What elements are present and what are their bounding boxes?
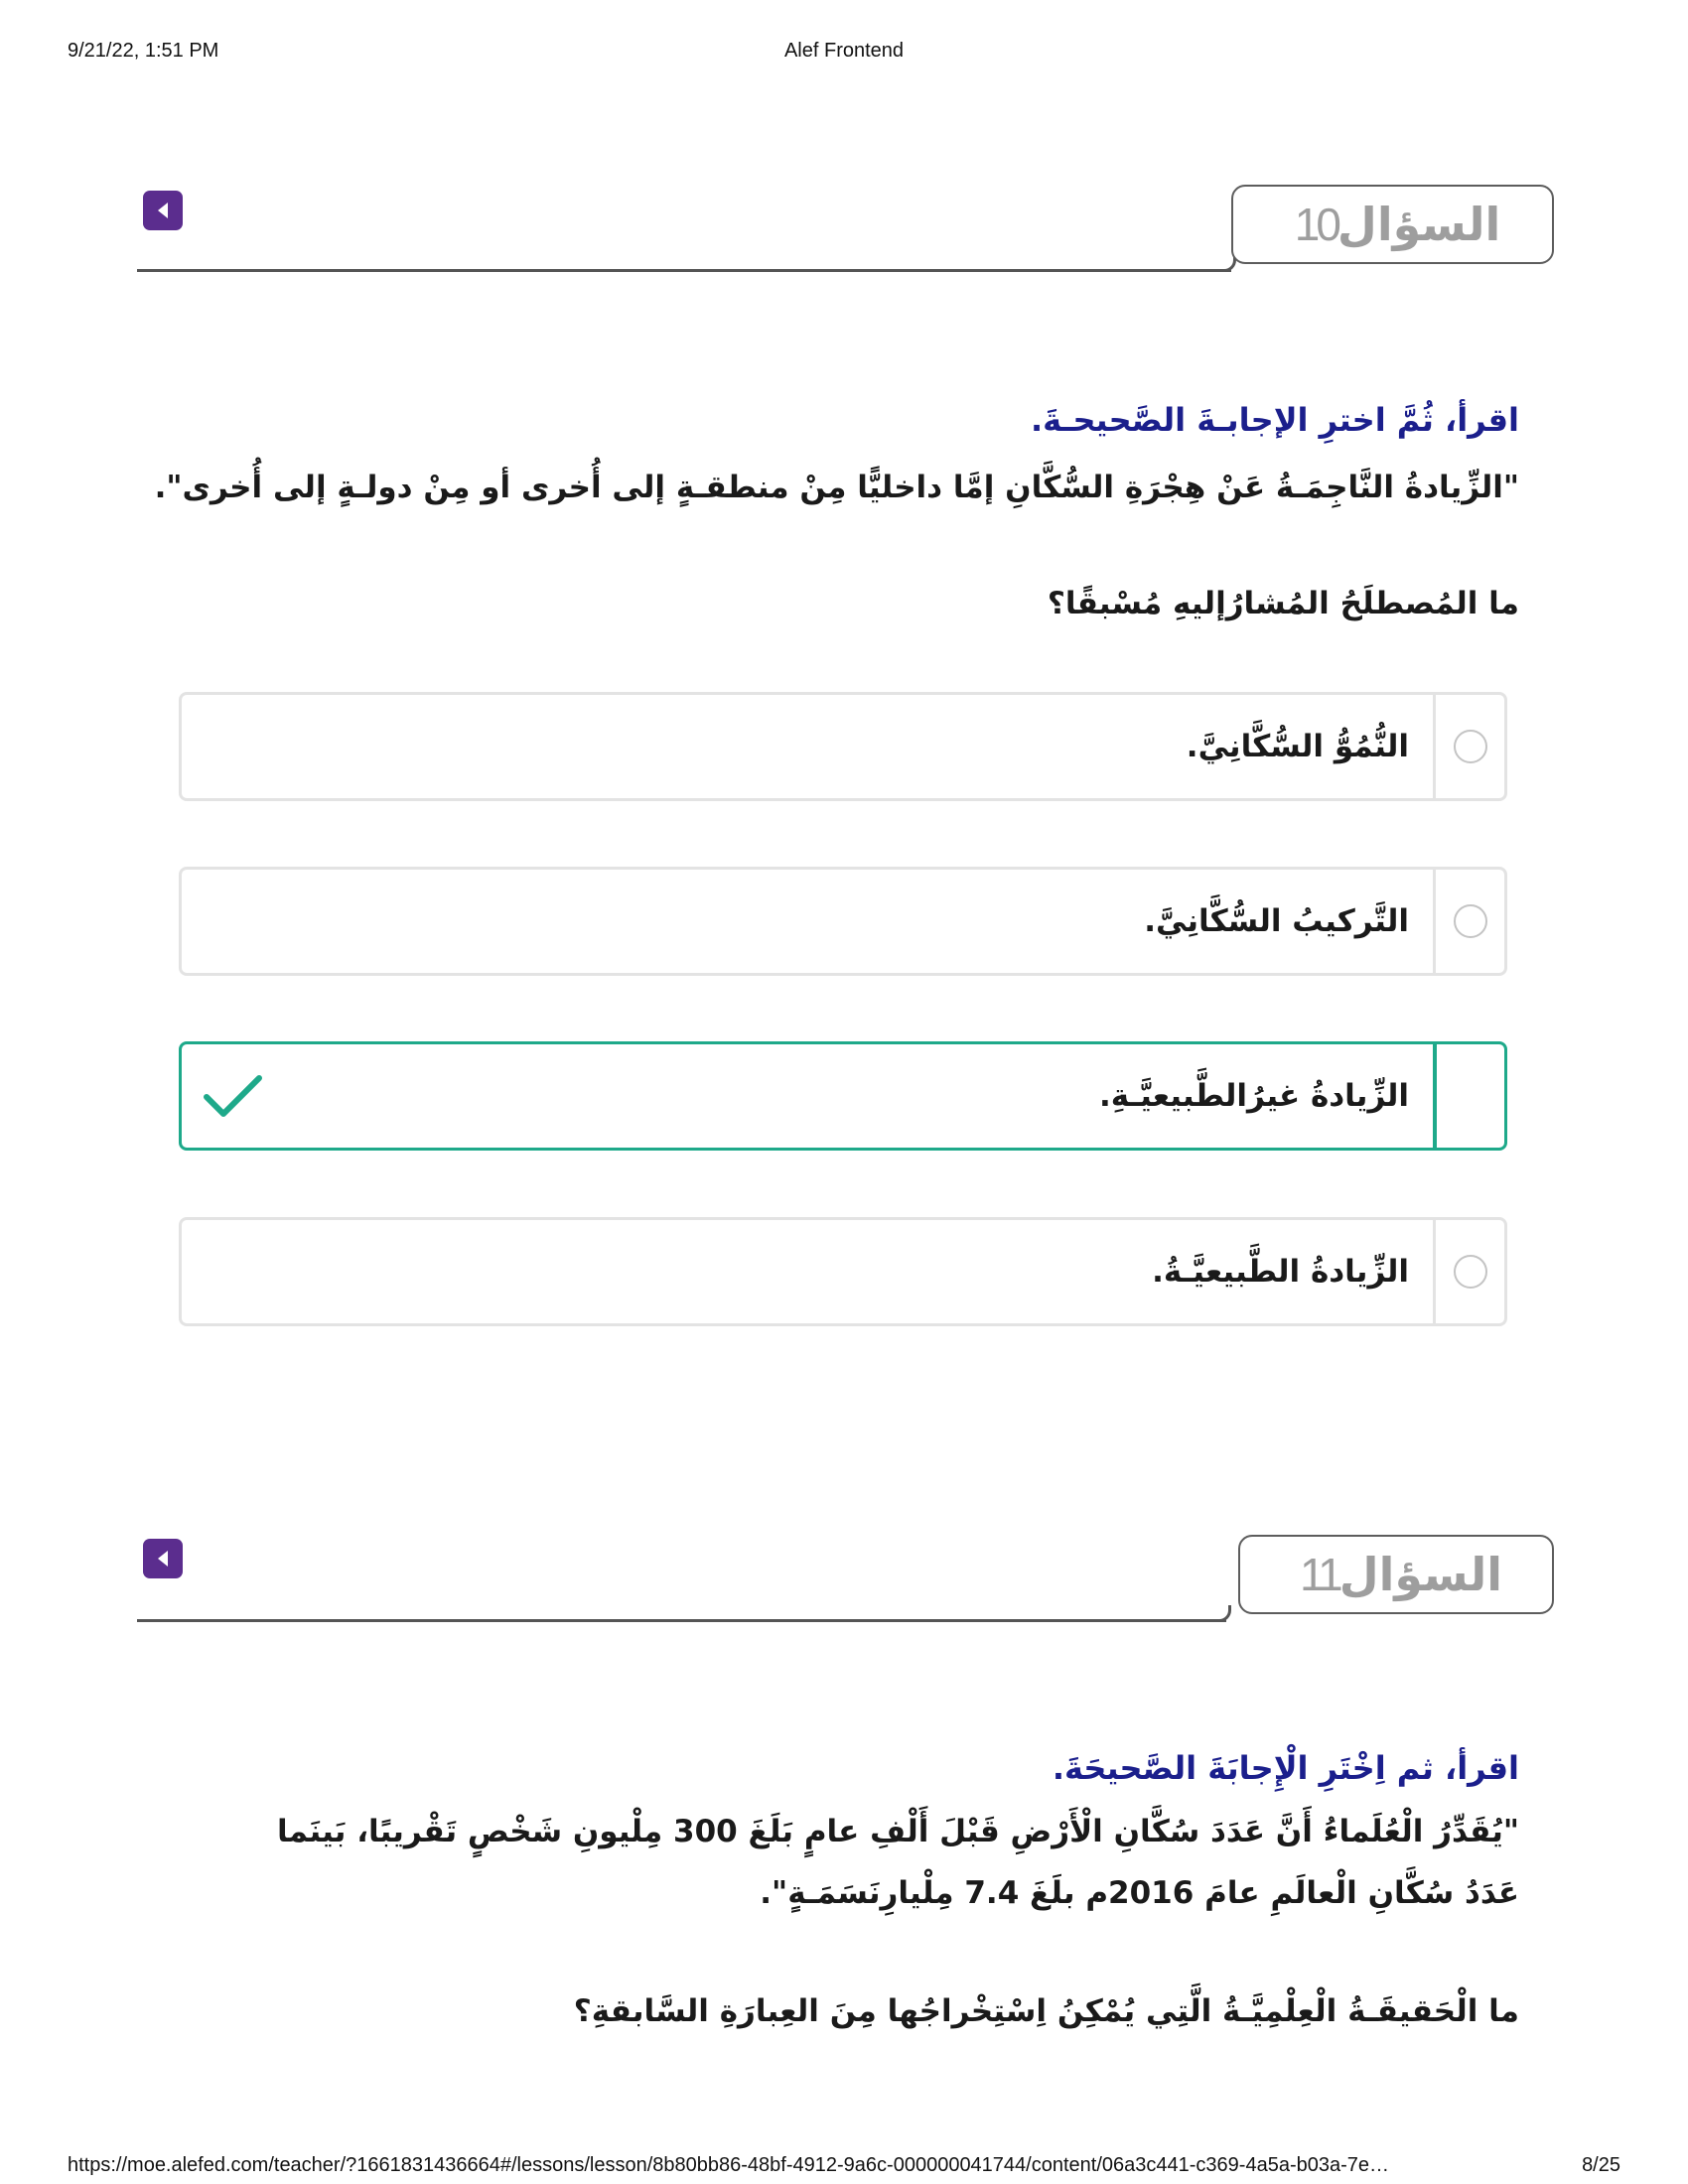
option-label: الزِّيادةُ غيرُالطَّبيعيَّـةِ. (1098, 1078, 1409, 1114)
question-heading: السؤال (1338, 1548, 1503, 1601)
print-url: https://moe.alefed.com/teacher/?1661831436664#/lessons/lesson/8b80bb86-48bf-4912-9a6c-000000041744/content/06a3c441-c369-4a5a-b03a-7e… (68, 2154, 1389, 2176)
radio-cell[interactable] (1433, 870, 1504, 973)
print-header (0, 40, 1688, 69)
print-title: Alef Frontend (783, 40, 905, 62)
caret-left-icon (155, 1549, 171, 1569)
instruction-text: اقرأ، ثُمَّ اخترِ الإجابـةَ الصَّحيحـةَ. (1030, 401, 1519, 439)
radio-button[interactable] (1454, 1255, 1487, 1289)
option-label: الزِّيادةُ الطَّبيعيَّـةُ. (1152, 1254, 1409, 1290)
back-button[interactable] (143, 1539, 183, 1578)
instruction-text: اقرأ، ثم اِخْتَرِ الْإِجابَةَ الصَّحيحَةَ. (1052, 1749, 1519, 1787)
passage-text (277, 1801, 1519, 1924)
checkmark-icon (202, 1072, 265, 1122)
radio-cell[interactable] (1433, 695, 1504, 798)
question-number: 10 (1294, 199, 1337, 250)
header-divider (137, 1619, 1226, 1622)
passage-line: "يُقَدِّرُ الْعُلَماءُ أَنَّ عَدَدَ سُكَّانِ الْأَرْضِ قَبْلَ أَلْفِ عامٍ بَلَغَ 300 مِلْيونِ شَخْصٍ تَقْريبًا، بَينَما (277, 1814, 1519, 1849)
answer-option-4[interactable] (179, 1217, 1507, 1326)
header-divider (137, 269, 1231, 272)
radio-cell[interactable] (1433, 1044, 1504, 1148)
question-prompt: ما الْحَقيقَـةُ الْعِلْمِيَّـةُ الَّتِي يُمْكِنُ اِسْتِخْراجُها مِنَ العِبارَةِ السَّابقةِ؟ (573, 1993, 1519, 2029)
option-label: التَّركيبُ السُّكَّانِيَّ. (1144, 903, 1409, 939)
radio-button[interactable] (1454, 904, 1487, 938)
question-11-tab (1238, 1535, 1554, 1614)
passage-line: عَدَدُ سُكَّانِ الْعالَمِ عامَ 2016م بلَغَ 7.4 مِلْيارِنَسَمَـةٍ". (760, 1875, 1519, 1911)
print-date: 9/21/22, 1:51 PM (68, 40, 219, 62)
question-heading: السؤال (1336, 198, 1501, 251)
answer-option-2[interactable] (179, 867, 1507, 976)
answer-option-1[interactable] (179, 692, 1507, 801)
caret-left-icon (155, 201, 171, 220)
passage-line: "الزِّيادةُ النَّاجِمَـةُ عَنْ هِجْرَةِ السُّكَّانِ إمَّا داخليًّا مِنْ منطقـةٍ إلى أُخرى أو مِنْ دولـةٍ إلى أُخرى". (154, 470, 1519, 505)
question-10-header (137, 185, 1554, 274)
print-page-number: 8/25 (1582, 2154, 1620, 2176)
question-prompt: ما المُصطلَحُ المُشارُإليهِ مُسْبقًا؟ (1047, 586, 1519, 621)
question-10-tab (1231, 185, 1554, 264)
question-11-header (137, 1535, 1554, 1624)
radio-cell[interactable] (1433, 1220, 1504, 1323)
radio-button[interactable] (1454, 730, 1487, 763)
back-button[interactable] (143, 191, 183, 230)
answer-option-3[interactable] (179, 1041, 1507, 1151)
passage-text (155, 457, 1519, 518)
print-footer (0, 2154, 1688, 2184)
option-label: النُّمُوُّ السُّكَّانِيَّ. (1186, 729, 1409, 764)
question-number: 11 (1299, 1549, 1339, 1600)
